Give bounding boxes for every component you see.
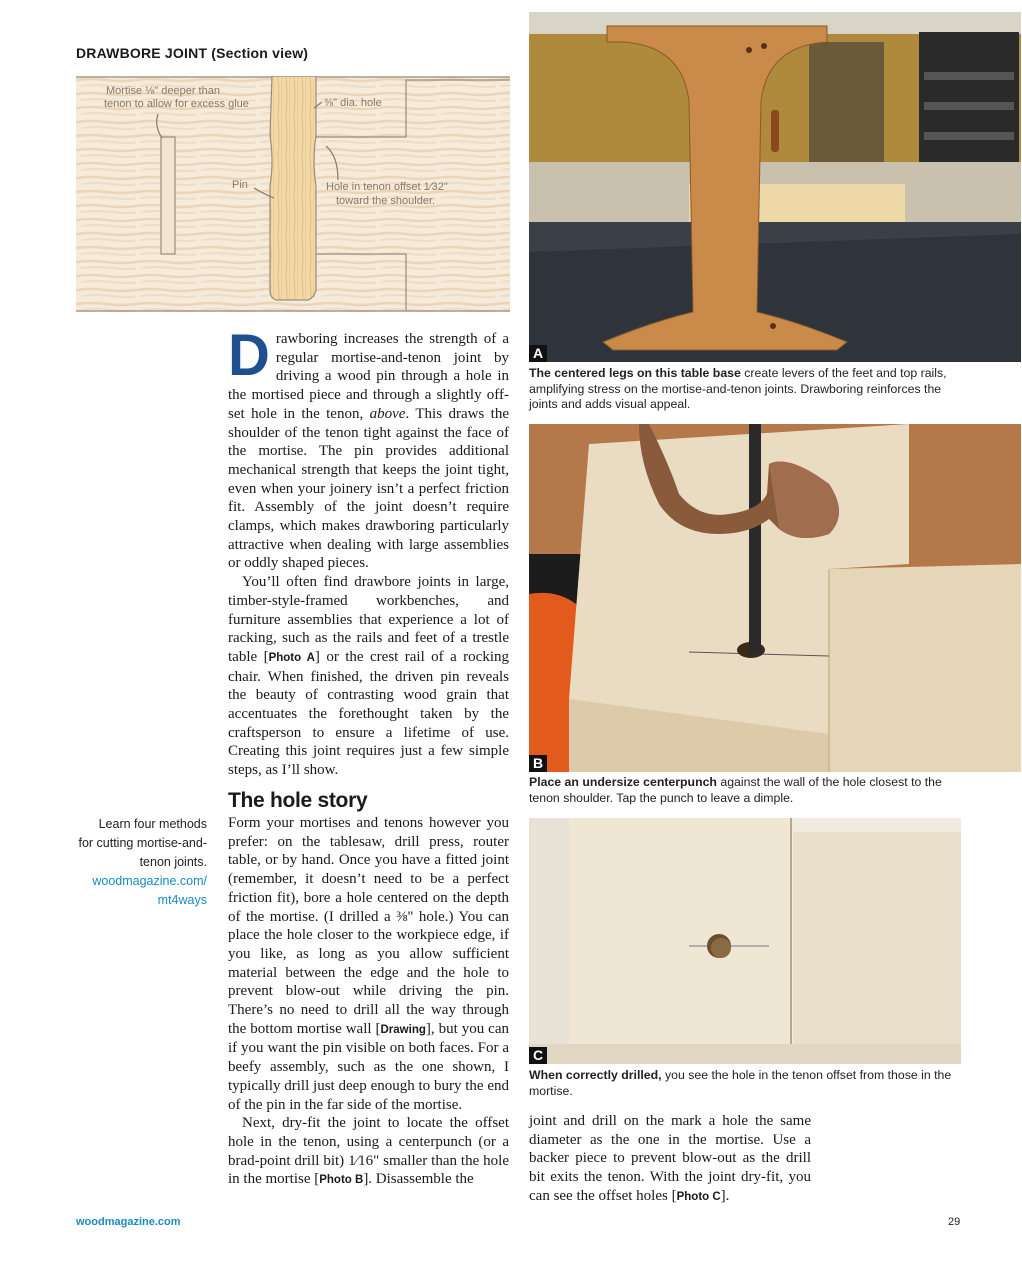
section-heading: The hole story [228, 789, 368, 812]
photo-c-letter: C [529, 1047, 547, 1064]
article-body-bottom [228, 814, 509, 1190]
paragraph-4: Next, dry-fit the joint to locate the offset hole in the tenon, using a centerpunch (or a brad-point drill bit) 1⁄16" smaller than the hole in the mortise [Photo B]. Disassemble the [228, 1115, 509, 1188]
photo-c-caption: When correctly drilled, you see the hole in the tenon offset from those in the mortise. [529, 1068, 952, 1098]
paragraph-5: joint and drill on the mark a hole the same diameter as the one in the mortise. Use a backer piece to prevent blow-out as the drill bit exits the tenon. With the joint dry-fit, you can see the offset holes [Photo C]. [529, 1113, 811, 1204]
photo-c-ref: Photo C [676, 1190, 721, 1203]
drawing-title: DRAWBORE JOINT (Section view) [76, 45, 309, 61]
photo-a [529, 12, 1021, 362]
sidebar-note: Learn four methods for cutting mortise-and- tenon joints. woodmagazine.com/ mt4ways [70, 815, 207, 910]
photo-a-image [529, 12, 1021, 362]
callout-mortise-line2: tenon to allow for excess glue [104, 98, 249, 110]
callout-offset-line1: Hole in tenon offset 1⁄32" [326, 181, 448, 193]
drop-cap: D [228, 323, 270, 388]
photo-a-ref: Photo A [268, 651, 315, 664]
drawing-ref: Drawing [380, 1023, 426, 1036]
footer-site[interactable]: woodmagazine.com [76, 1216, 181, 1228]
drawbore-diagram [76, 76, 510, 312]
photo-c-image [529, 818, 961, 1064]
photo-c [529, 818, 961, 1064]
callout-pin: Pin [232, 179, 248, 191]
page-number: 29 [948, 1216, 961, 1228]
paragraph-3: Form your mortises and tenons however you prefer: on the tablesaw, drill press, router table, or by hand. Once you have a fitted joint (remember, it doesn’t need to be a perfect friction fit), bore a hole centered on the depth of the mortise. (I drilled a ⅜" hole.) You can place the hole closer to the workpiece edge, if you like, as long as you allow sufficient material between the edge and the hole to prevent blow-out while driving the pin. There’s no need to drill all the way through the bottom mortise wall [Drawing], but you can if you want the pin visible on both faces. For a beefy assembly, such as the one shown, I typically drill just deep enough to bury the end of the pin in the far side of the mortise. [228, 815, 509, 1113]
photo-b-caption: Place an undersize centerpunch against the wall of the hole closest to the tenon shoulder. Tap the punch to leave a dimple. [529, 775, 942, 805]
photo-b-image [529, 424, 1021, 772]
photo-b-ref: Photo B [319, 1174, 364, 1187]
photo-a-letter: A [529, 345, 547, 362]
paragraph-1: Drawboring increases the strength of a regular mortise-and-tenon joint by driving a wood pin through a hole in the mortised piece and through a slightly off-set hole in the tenon, above. This draws the shoulder of the tenon tight against the face of the mortise. The pin provides additional mechanical strength that keeps the joint tight, even when your joinery isn’t a perfect friction fit. Assembly of the joint doesn’t require clamps, which makes drawboring particularly attractive when dealing with large assemblies or oddly shaped pieces. [228, 323, 510, 572]
drawbore-drawing [76, 76, 510, 312]
callout-offset-line2: toward the shoulder. [336, 195, 436, 207]
article-body-right [529, 1112, 811, 1207]
sidebar-link[interactable]: woodmagazine.com/ mt4ways [92, 874, 207, 907]
article-body-top [228, 323, 510, 780]
callout-mortise-line1: Mortise ⅛" deeper than [106, 85, 220, 97]
photo-a-caption: The centered legs on this table base create levers of the feet and top rails, amplifying stress on the mortise-and-tenon joints. Drawboring reinforces the joints and adds visual appeal. [529, 366, 947, 411]
callout-hole: ⅜" dia. hole [324, 97, 382, 109]
photo-b-letter: B [529, 755, 547, 772]
paragraph-2: You’ll often find drawbore joints in large, timber-style-framed workbenches, and furniture assemblies that experience a lot of racking, such as the rails and feet of a trestle table [Photo A] or the crest rail of a rocking chair. When finished, the driven pin reveals the beauty of contrasting wood grain that accentuates the forethought taken by the craftsperson to ensure a lifetime of use. Creating this joint requires just a few simple steps, as I’ll show. [228, 574, 509, 779]
photo-b [529, 424, 1021, 772]
